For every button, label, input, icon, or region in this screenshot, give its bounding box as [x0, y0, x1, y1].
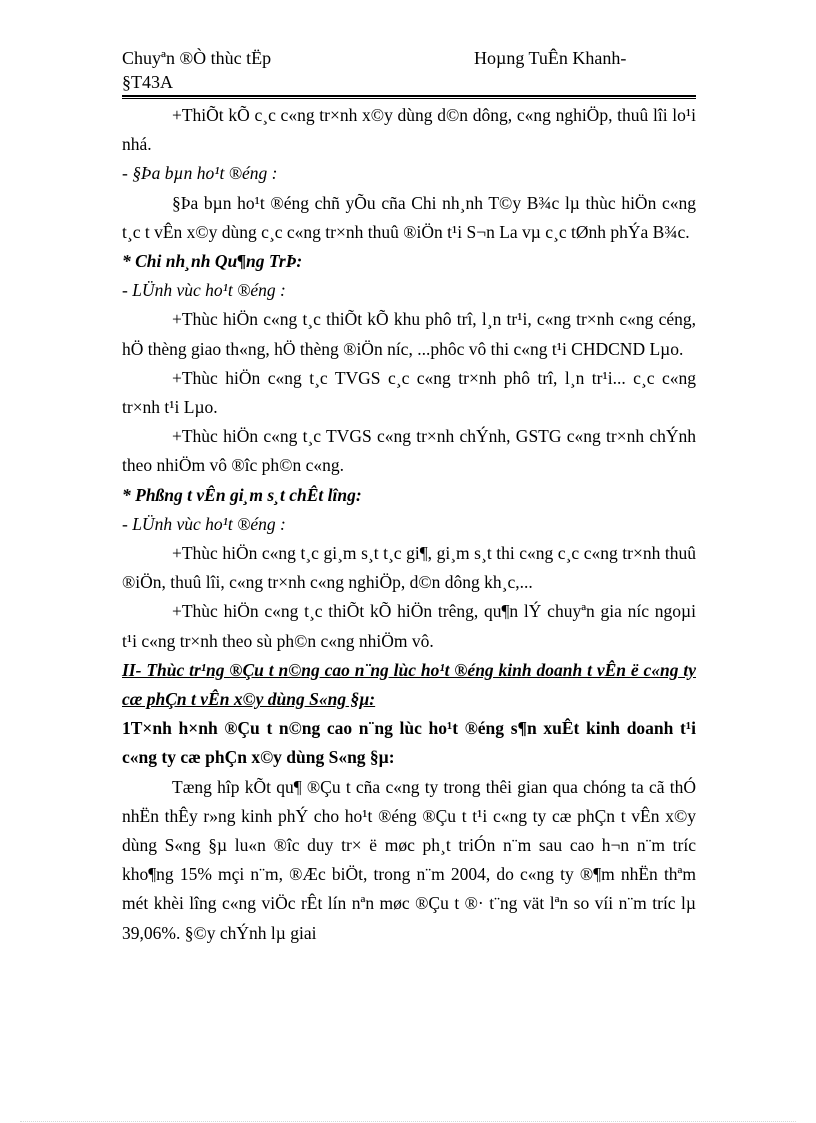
- list-heading: - LÜnh vùc ho¹t ®éng :: [122, 280, 286, 301]
- list-heading: - LÜnh vùc ho¹t ®éng :: [122, 513, 286, 534]
- paragraph: §Þa bµn ho¹t ®éng chñ yÕu cña Chi nh¸nh T©y B¾c lµ thùc hiÖn c«ng t¸c t vÊn x©y dùng c¸c c«ng tr×nh thuû ®iÖn t¹i S¬n La vµ c¸c tØnh phÝa B¾c.: [122, 192, 696, 242]
- paragraph: +Thùc hiÖn c«ng t¸c TVGS c¸c c«ng tr×nh phô trî, l¸n tr¹i... c¸c c«ng tr×nh t¹i Lµo.: [122, 367, 696, 418]
- chapter-heading: II- Thùc tr¹ng ®Çu t n©ng cao n¨ng lùc ho¹t ®éng kinh doanh t vÊn ë c«ng ty cæ phÇn t vÊn x©y dùng S«ng §µ:: [122, 659, 696, 710]
- section-heading: * Chi nh¸nh Qu¶ng TrÞ:: [122, 251, 303, 272]
- page-bottom-border: [20, 1121, 796, 1122]
- paragraph: +Thùc hiÖn c«ng t¸c thiÕt kÕ hiÖn trêng, qu¶n lÝ chuyªn gia níc ngoµi t¹i c«ng tr×nh theo sù ph©n c«ng nhiÖm vô.: [122, 601, 696, 651]
- subsection-heading: 1T×nh h×nh ®Çu t n©ng cao n¨ng lùc ho¹t ®éng s¶n xuÊt kinh doanh t¹i c«ng ty cæ phÇn x©y dùng S«ng §µ:: [122, 718, 696, 768]
- document-page: [122, 46, 696, 948]
- paragraph: +ThiÕt kÕ c¸c c«ng tr×nh x©y dùng d©n dông, c«ng nghiÖp, thuû lîi lo¹i nhá.: [122, 105, 696, 155]
- header-left-line2: §T43A: [122, 72, 173, 92]
- document-body: [122, 101, 696, 948]
- paragraph: +Thùc hiÖn c«ng t¸c thiÕt kÕ khu phô trî, l¸n tr¹i, c«ng tr×nh c«ng céng, hÖ thèng giao th«ng, hÖ thèng ®iÖn níc, ...phôc vô thi c«ng t¹i CHDCND Lµo.: [122, 309, 696, 359]
- header-rule: [122, 95, 696, 99]
- page-header: [122, 46, 696, 94]
- paragraph: Tæng hîp kÕt qu¶ ®Çu t cña c«ng ty trong thêi gian qua chóng ta cã thÓ nhËn thÊy r»ng kinh phÝ cho ho¹t ®éng ®Çu t t¹i c«ng ty cæ phÇn t vÊn x©y dùng S«ng §µ lu«n ®îc duy tr× ë møc ph¸t triÓn n¨m sau cao h¬n n¨m tríc kho¶ng 15% mçi n¨m, ®Æc biÖt, trong n¨m 2004, do c«ng ty ®¶m nhËn thªm mét khèi lîng c«ng viÖc rÊt lín nªn møc ®Çu t ®· t¨ng vät lªn so víi n¨m tríc lµ 39,06%. §©y chÝnh lµ giai: [122, 776, 696, 943]
- paragraph: +Thùc hiÖn c«ng t¸c gi¸m s¸t t¸c gi¶, gi¸m s¸t thi c«ng c¸c c«ng tr×nh thuû ®iÖn, thuû lîi, c«ng tr×nh c«ng nghiÖp, d©n dông kh¸c,...: [122, 543, 696, 593]
- header-right: Hoµng TuÊn Khanh-: [474, 48, 627, 68]
- section-heading: * Phßng t vÊn gi¸m s¸t chÊt lîng:: [122, 484, 362, 505]
- header-left: Chuyªn ®Ò thùc tËp: [122, 48, 272, 68]
- paragraph: +Thùc hiÖn c«ng t¸c TVGS c«ng tr×nh chÝnh, GSTG c«ng tr×nh chÝnh theo nhiÖm vô ®îc ph©n c«ng.: [122, 426, 696, 476]
- list-heading: - §Þa bµn ho¹t ®éng :: [122, 163, 278, 184]
